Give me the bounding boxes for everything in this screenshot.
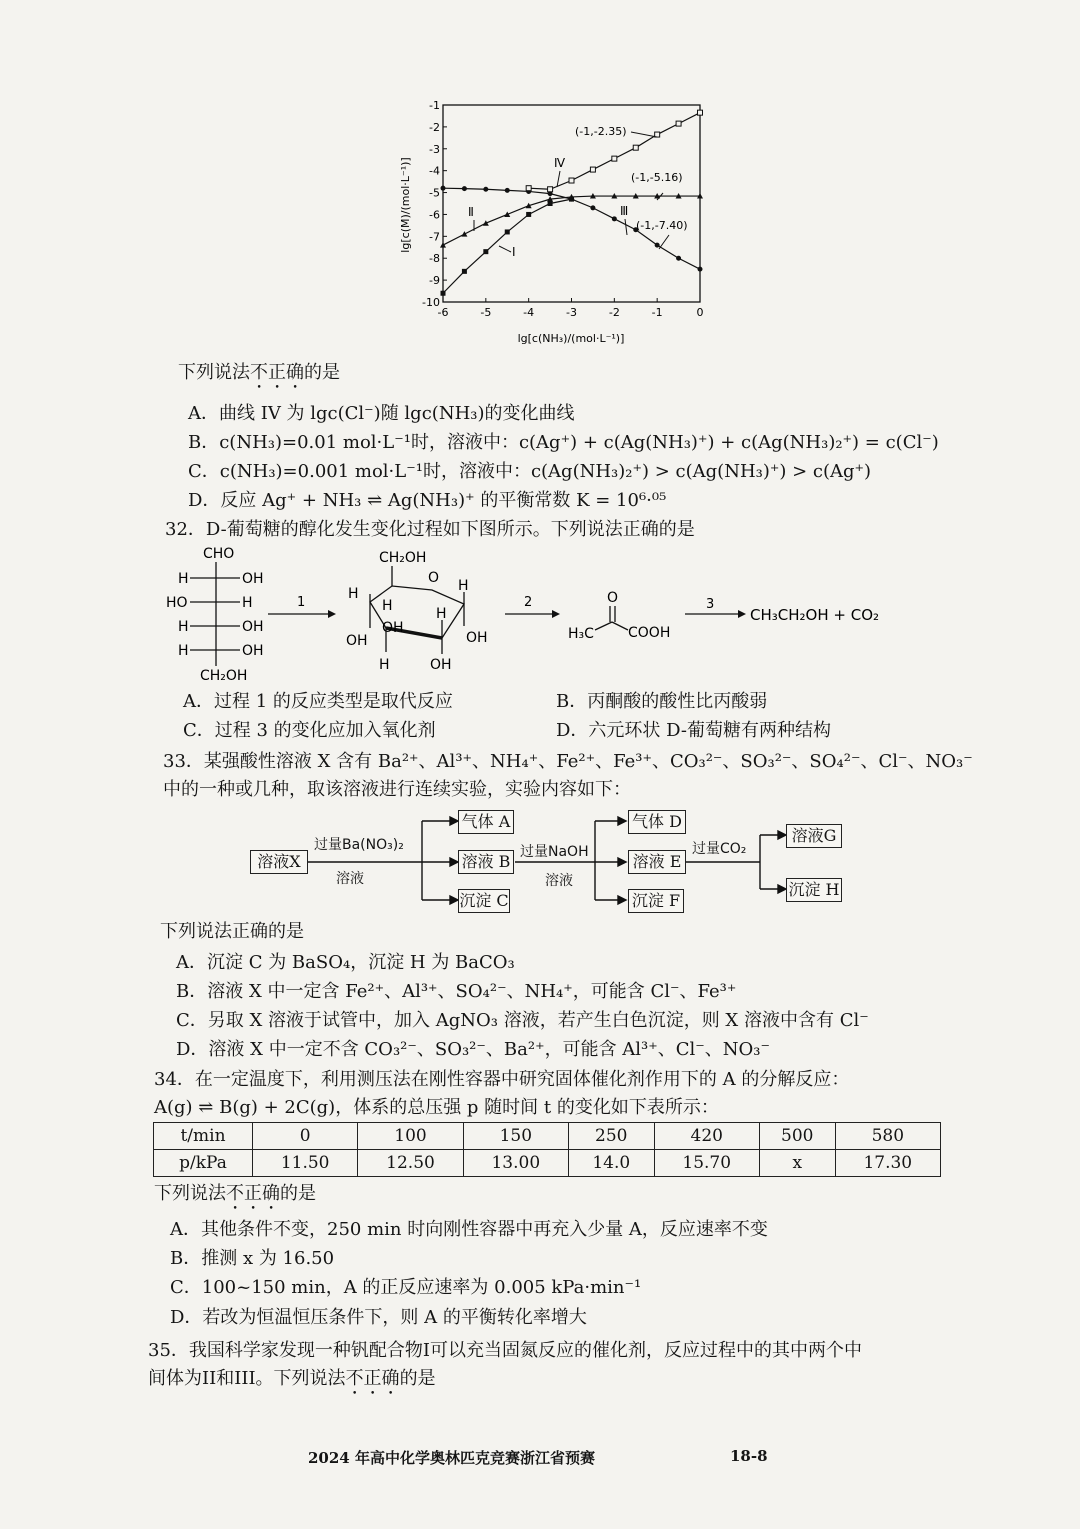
q33-stem-line2: 中的一种或几种，取该溶液进行连续实验，实验内容如下： — [163, 779, 631, 800]
ring-oxygen: O — [428, 570, 440, 586]
q33-stem-line1: 33．某强酸性溶液 X 含有 Ba²⁺、Al³⁺、NH₄⁺、Fe²⁺、Fe³⁺、CO₃²⁻、SO₃²⁻、SO₄²⁻、Cl⁻、NO₃⁻ — [163, 751, 973, 772]
flow-reagent1-top: 过量Ba(NO₃)₂ — [314, 837, 404, 853]
q35-stem-suffix: 的是 — [399, 1368, 436, 1389]
annotation-iv-point: (-1,-2.35) — [575, 125, 627, 138]
q32-option-a: A．过程 1 的反应类型是取代反应 — [183, 691, 453, 712]
ring-h-c2: H — [436, 606, 447, 622]
annotation-iii-point: (-1,-7.40) — [636, 219, 688, 232]
table-cell: 580 — [835, 1123, 940, 1150]
ring-ch2oh: CH₂OH — [379, 550, 427, 566]
table-cell: 15.70 — [654, 1150, 759, 1177]
q34-stem-prefix: 下列说法 — [154, 1183, 226, 1204]
x-tick-label: 0 — [696, 306, 704, 319]
q34-option-c: C．100~150 min，A 的正反应速率为 0.005 kPa·min⁻¹ — [170, 1277, 642, 1298]
flow-precipitate-f: 沉淀 F — [628, 889, 684, 913]
q31-stem-prefix: 下列说法 — [178, 362, 250, 383]
ring-oh-c2: OH — [430, 657, 452, 673]
q35-stem-emphasis: 不正确 — [345, 1368, 400, 1389]
annotation-arrows — [474, 132, 669, 252]
data-point — [655, 243, 660, 248]
flow-solution-b: 溶液 B — [458, 850, 514, 874]
y-tick-label: -9 — [429, 274, 440, 288]
glucose-reaction-scheme — [160, 542, 920, 687]
data-point — [483, 187, 488, 192]
table-cell: 13.00 — [463, 1150, 568, 1177]
q31-option-c: C．c(NH₃)=0.001 mol·L⁻¹时，溶液中：c(Ag(NH₃)₂⁺) > c(Ag(NH₃)⁺) > c(Ag⁺) — [188, 461, 872, 482]
pyruvic-acid — [568, 590, 670, 642]
table-cell: 11.50 — [253, 1150, 358, 1177]
table-row-time — [154, 1123, 941, 1150]
pyruvic-methyl: H₃C — [568, 626, 594, 642]
ring-h-c1: H — [458, 578, 469, 594]
q33-option-b: B．溶液 X 中一定含 Fe²⁺、Al³⁺、SO₄²⁻、NH₄⁺，可能含 Cl⁻、Fe³⁺ — [176, 981, 737, 1002]
table-cell: 14.0 — [568, 1150, 654, 1177]
q34-stem-emphasis: 不正确 — [226, 1183, 280, 1204]
footer-page-number: 18-8 — [730, 1447, 768, 1465]
fischer-r4-right: OH — [242, 643, 264, 659]
flow-gas-d: 气体 D — [628, 810, 686, 834]
q31-stem-emphasis: 不正确 — [250, 362, 304, 383]
plot-frame — [443, 105, 700, 302]
q33-option-c: C．另取 X 溶液于试管中，加入 AgNO₃ 溶液，若产生白色沉淀，则 X 溶液中含有 Cl⁻ — [176, 1010, 869, 1031]
flow-reagent2-top: 过量NaOH — [520, 844, 589, 860]
complex-equilibrium-chart — [395, 95, 725, 350]
fischer-r1-left: H — [178, 571, 189, 587]
x-tick-label: -6 — [437, 306, 449, 319]
flow-solution-e: 溶液 E — [628, 850, 686, 874]
footer-exam-title: 2024 年高中化学奥林匹克竞赛浙江省预赛 — [308, 1449, 595, 1467]
table-cell: 420 — [654, 1123, 759, 1150]
x-tick-label: -3 — [566, 306, 577, 319]
q35-stem-line2 — [148, 1367, 436, 1399]
y-tick-label: -6 — [429, 208, 440, 222]
data-point — [548, 201, 553, 206]
data-point — [676, 121, 681, 126]
step-1-label: 1 — [297, 595, 306, 610]
step-2-label: 2 — [524, 595, 533, 610]
data-point — [461, 231, 467, 237]
annotation-ii-point: (-1,-5.16) — [631, 171, 683, 184]
q33-option-d: D．溶液 X 中一定不含 CO₃²⁻、SO₃²⁻、Ba²⁺，可能含 Al³⁺、Cl⁻、NO₃⁻ — [176, 1039, 771, 1060]
y-tick-label: -10 — [422, 296, 440, 309]
ring-h-c3: H — [379, 657, 390, 673]
data-point — [676, 256, 681, 261]
data-point — [590, 205, 595, 210]
q31-option-a: A．曲线 IV 为 lgc(Cl⁻)随 lgc(NH₃)的变化曲线 — [188, 403, 575, 424]
data-point — [462, 186, 467, 191]
table-cell: 100 — [358, 1123, 463, 1150]
label-curve-ii: Ⅱ — [468, 205, 474, 219]
y-tick-label: -1 — [429, 99, 440, 112]
x-tick-label: -4 — [523, 306, 535, 319]
q34-option-a: A．其他条件不变，250 min 时向刚性容器中再充入少量 A，反应速率不变 — [170, 1219, 768, 1240]
flow-precipitate-c: 沉淀 C — [458, 889, 510, 913]
q35-stem-line1: 35．我国科学家发现一种钒配合物I可以充当固氮反应的催化剂，反应过程中的其中两个中 — [148, 1340, 863, 1361]
fischer-r3-right: OH — [242, 619, 264, 635]
table-row-pressure — [154, 1150, 941, 1177]
data-point — [441, 186, 446, 191]
ring-h-c4: H — [348, 586, 359, 602]
data-point — [462, 269, 467, 274]
data-point — [483, 249, 488, 254]
y-tick-label: -7 — [429, 230, 440, 244]
fischer-projection — [166, 546, 264, 684]
x-tick-label: -5 — [480, 306, 492, 319]
q34-stem-suffix: 的是 — [280, 1183, 316, 1204]
q33-option-a: A．沉淀 C 为 BaSO₄，沉淀 H 为 BaCO₃ — [176, 952, 515, 973]
pressure-time-table — [153, 1122, 941, 1177]
data-point — [612, 156, 617, 161]
q34-option-d: D．若改为恒温恒压条件下，则 A 的平衡转化率增大 — [170, 1307, 587, 1328]
table-cell: 500 — [759, 1123, 835, 1150]
ring-oh-c1: OH — [466, 630, 488, 646]
q32-option-b: B．丙酮酸的酸性比丙酸弱 — [556, 691, 768, 712]
table-cell: x — [759, 1150, 835, 1177]
table-cell: 250 — [568, 1123, 654, 1150]
data-point — [612, 216, 617, 221]
table-cell: 150 — [463, 1123, 568, 1150]
fischer-r2-left: HO — [166, 595, 188, 611]
label-curve-iv: Ⅳ — [554, 156, 566, 170]
flow-solution-x: 溶液X — [250, 850, 308, 874]
q31-stem — [178, 361, 340, 393]
table-cell: 12.50 — [358, 1150, 463, 1177]
y-tick-label: -4 — [429, 164, 440, 178]
q33-question: 下列说法正确的是 — [160, 921, 304, 942]
flow-reagent2-bottom: 溶液 — [545, 873, 573, 889]
table-cell: t/min — [154, 1123, 253, 1150]
data-point — [590, 167, 595, 172]
q34-stem-line2: A(g) ⇌ B(g) + 2C(g)，体系的总压强 p 随时间 t 的变化如下表所示： — [154, 1097, 719, 1118]
data-point — [698, 267, 703, 272]
q31-option-b: B．c(NH₃)=0.01 mol·L⁻¹时，溶液中：c(Ag⁺) + c(Ag(NH₃)⁺) + c(Ag(NH₃)₂⁺) = c(Cl⁻) — [188, 432, 939, 453]
data-point — [569, 178, 574, 183]
data-point — [440, 242, 446, 248]
ring-oh-c4: OH — [346, 633, 368, 649]
q34-option-b: B．推测 x 为 16.50 — [170, 1248, 335, 1269]
pyruvic-carboxyl: COOH — [628, 625, 671, 641]
y-tick-label: -2 — [429, 120, 440, 134]
q32-option-d: D．六元环状 D-葡萄糖有两种结构 — [556, 720, 831, 741]
table-cell: 17.30 — [835, 1150, 940, 1177]
x-tick-label: -1 — [651, 306, 663, 319]
fischer-r4-left: H — [178, 643, 189, 659]
y-axis-label: lg[c(M)/(mol·L⁻¹)] — [399, 157, 412, 253]
q35-stem-prefix: 间体为II和III。下列说法 — [148, 1368, 346, 1389]
data-point — [505, 188, 510, 193]
step-3-label: 3 — [706, 597, 715, 612]
data-point — [569, 197, 574, 202]
flow-reagent1-bottom: 溶液 — [336, 871, 364, 887]
flow-solution-g: 溶液G — [786, 824, 842, 848]
q34-stem-line1: 34．在一定温度下，利用测压法在刚性容器中研究固体催化剂作用下的 A 的分解反应： — [154, 1069, 850, 1090]
ring-oh-c3: OH — [382, 620, 404, 636]
q31-option-d: D．反应 Ag⁺ + NH₃ ⇌ Ag(NH₃)⁺ 的平衡常数 K = 10⁶·⁰⁵ — [188, 490, 667, 511]
q32-option-c: C．过程 3 的变化应加入氧化剂 — [183, 720, 436, 741]
pyruvic-oxygen: O — [607, 590, 619, 606]
y-tick-label: -8 — [429, 252, 440, 266]
flow-arrows — [240, 805, 860, 920]
fischer-r1-right: OH — [242, 571, 264, 587]
flow-reagent3-top: 过量CO₂ — [692, 841, 747, 857]
flow-gas-a: 气体 A — [458, 810, 514, 834]
q32-stem: 32．D-葡萄糖的醇化发生变化过程如下图所示。下列说法正确的是 — [165, 519, 695, 540]
data-point — [505, 229, 510, 234]
fischer-r3-left: H — [178, 619, 189, 635]
fischer-cho: CHO — [203, 546, 235, 562]
data-point — [548, 187, 553, 192]
table-cell: p/kPa — [154, 1150, 253, 1177]
label-curve-i: Ⅰ — [512, 245, 516, 259]
data-point — [526, 186, 531, 191]
fermentation-products: CH₃CH₂OH + CO₂ — [750, 606, 880, 624]
label-curve-iii: Ⅲ — [620, 204, 629, 218]
data-point — [698, 110, 703, 115]
haworth-ring — [346, 550, 488, 673]
data-point — [526, 212, 531, 217]
y-tick-label: -3 — [429, 142, 440, 156]
fischer-r2-right: H — [242, 595, 253, 611]
q34-question — [154, 1182, 316, 1214]
y-tick-label: -5 — [429, 186, 440, 200]
flow-precipitate-h: 沉淀 H — [786, 878, 842, 902]
q31-stem-suffix: 的是 — [304, 362, 340, 383]
data-point — [633, 145, 638, 150]
data-point — [441, 291, 446, 296]
x-axis-label: lg[c(NH₃)/(mol·L⁻¹)] — [517, 332, 625, 345]
ring-h-c5: H — [382, 598, 393, 614]
fischer-ch2oh: CH₂OH — [200, 668, 248, 684]
table-cell: 0 — [253, 1123, 358, 1150]
x-tick-label: -2 — [608, 306, 620, 319]
